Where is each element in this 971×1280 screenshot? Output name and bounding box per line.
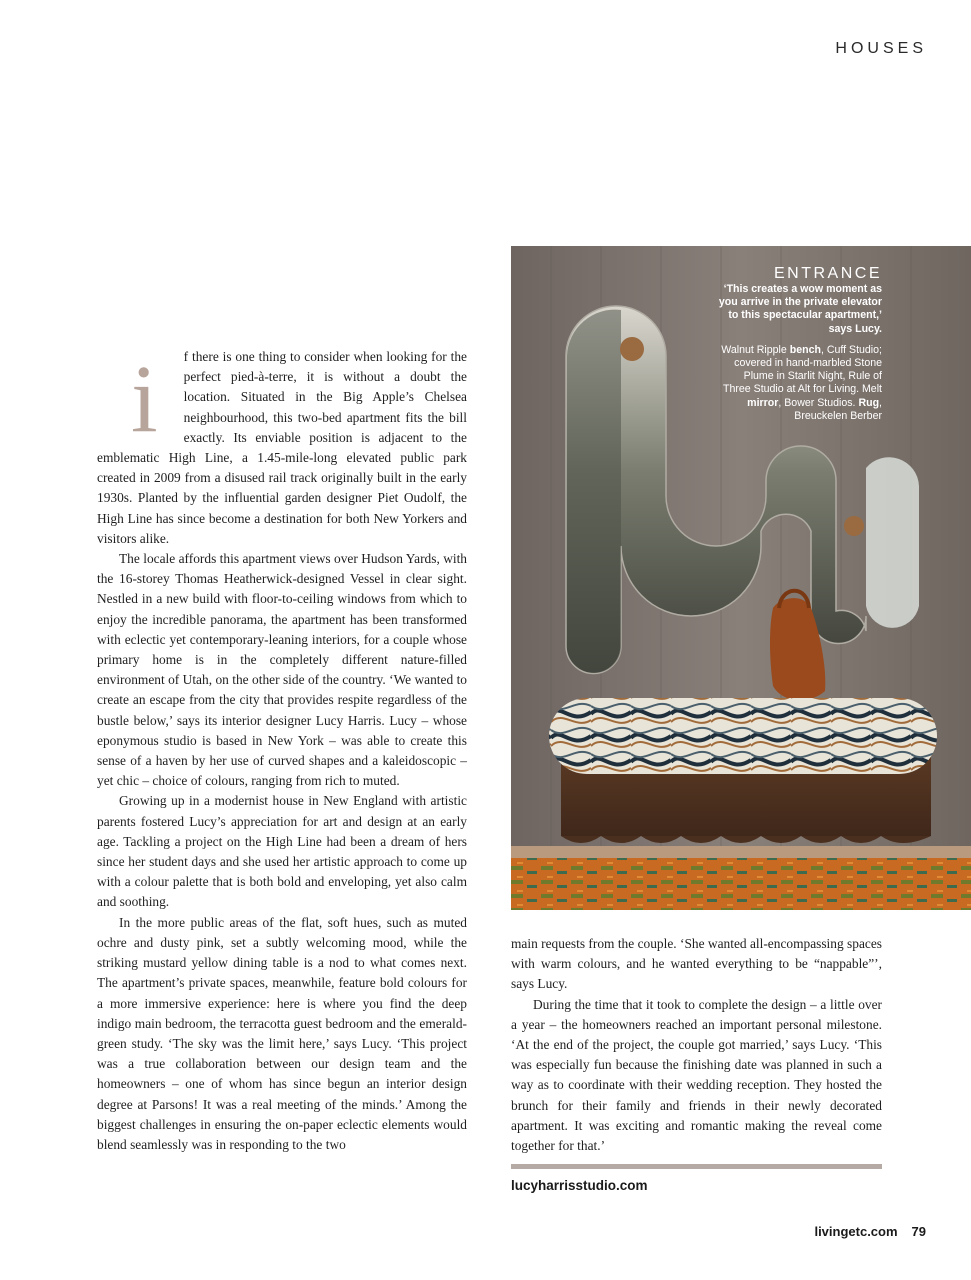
- caption-title: ENTRANCE: [773, 265, 882, 282]
- article-column-left: [97, 347, 467, 1155]
- article-column-right: [511, 934, 882, 1156]
- page-number: 79: [911, 1224, 926, 1239]
- caption-quote: ‘This creates a wow moment as you arrive in the private elevator to this spectacular apartment,’ says Lucy.: [718, 283, 882, 335]
- folio-site: livingetc.com: [814, 1224, 898, 1239]
- mirror-right-pane: [866, 457, 919, 628]
- paragraph-4: In the more public areas of the flat, soft hues, such as muted ochre and dusty pink, set a subtly welcoming mood, while the striking mustard yellow dining table is a nod to what comes next. The apartment’s private spaces, meanwhile, feature bold colours for a more immersive experience: here is where you find the deep indigo main bedroom, the terracotta guest bedroom and the emerald-green study. ‘The sky was the limit here,’ says Lucy. ‘This project was a true collaboration between our design team and the homeowners – one of whom has since begun an interior design degree at Parsons! It was a real meeting of the minds.’ Among the biggest challenges in ensuring the on-paper eclectic elements would blend seamlessly was in responding to the two: [97, 914, 467, 1152]
- paragraph-5: During the time that it took to complete the design – a little over a year – the homeowners reached an important personal milestone. ‘At the end of the project, the couple got married,’ says Lucy. ‘This was especially fun because the finishing date was planned in such a way as to coordinate with their wedding reception. They hosted the brunch for their family and friends in their newly decorated apartment. It was exciting and romantic making the reveal come together for that.’: [511, 996, 882, 1154]
- divider-rule: [511, 1164, 882, 1169]
- section-label: HOUSES: [835, 40, 927, 57]
- page-folio: [814, 1224, 926, 1239]
- mirror-knob-right: [844, 516, 864, 536]
- paragraph-3: Growing up in a modernist house in New England with artistic parents fostered Lucy’s appreciation for art and design at an early age. Tackling a project on the High Line had been a dream of hers since her student days and she used her artistic approach to come up with a colour palette that is both bold and enveloping, yet also calm and soothing.: [97, 793, 467, 910]
- studio-website-link[interactable]: lucyharrisstudio.com: [511, 1178, 648, 1193]
- photo-caption: [717, 265, 882, 423]
- paragraph-2: The locale affords this apartment views over Hudson Yards, with the 16-storey Thomas Heatherwick-designed Vessel in clear sight. Nestled in a new build with floor-to-ceiling windows from which to enjoy the incredible panorama, the apartment has been transformed with eclectic yet contemporary-leaning interiors, for a couple whose primary home is in the completely different nature-filled environment of Utah, on the other side of the country. ‘We wanted to create an escape from the city that provides respite regardless of the bustle below,’ says its interior designer Lucy Harris. Lucy – whose eponymous studio is based in New York – was able to create this sense of a haven by her use of curved shapes and a kaleidoscopic – yet chic – choice of colours, ranging from rich to muted.: [97, 551, 467, 789]
- paragraph-4-continued: main requests from the couple. ‘She wanted all-encompassing spaces with warm colours, and he wanted everything to be “nappable”’, says Lucy.: [511, 936, 882, 992]
- mirror-knob-top: [620, 337, 644, 361]
- marbled-bench-cushion: [549, 698, 937, 774]
- berber-rug: [511, 858, 971, 910]
- paragraph-1: [97, 347, 467, 549]
- drop-cap: i: [131, 345, 158, 452]
- caption-credits: Walnut Ripple bench, Cuff Studio; covered in hand-marbled Stone Plume in Starlit Night, Rule of Three Studio at Alt for Living. Melt mirror, Bower Studios. Rug, Breuckelen Berber: [721, 343, 882, 422]
- paragraph-1-text: f there is one thing to consider when looking for the perfect pied-à-terre, it is without a doubt the location. Situated in the Big Apple’s Chelsea neighbourhood, this two-bed apartment fits the bill exactly. Its enviable position is adjacent to the emblematic High Line, a 1.45-mile-long elevated public park created in 2009 from a disused rail track originally built in the early 1930s. Planted by the influential garden designer Piet Oudolf, the High Line has since become a destination for both New Yorkers and visitors alike.: [97, 349, 467, 546]
